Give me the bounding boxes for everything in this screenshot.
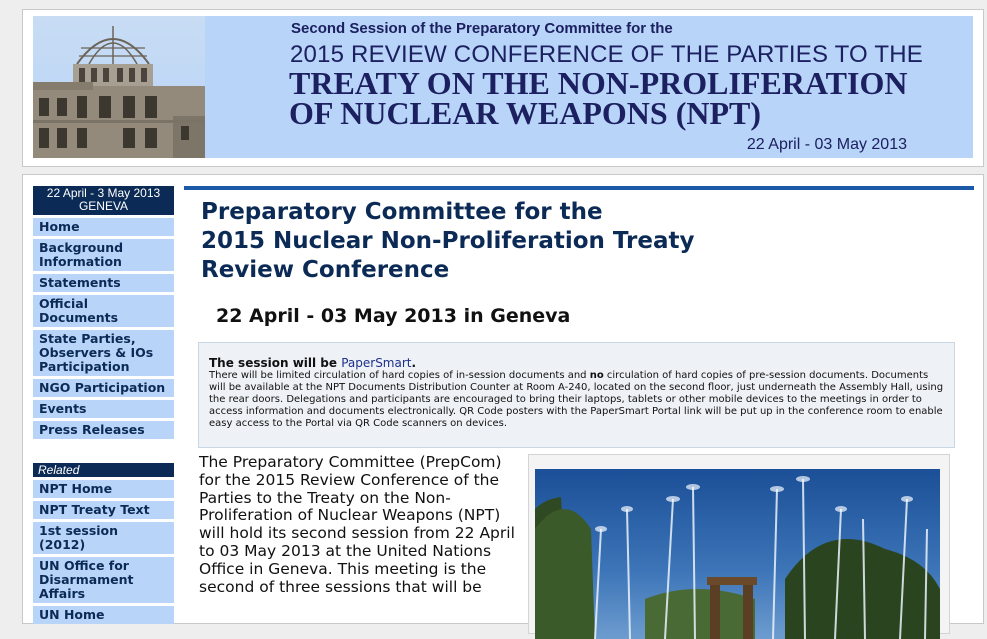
papersmart-link[interactable]: PaperSmart bbox=[341, 356, 412, 370]
page-title bbox=[201, 198, 974, 285]
page-title-line-3: Review Conference bbox=[201, 257, 450, 283]
notice-heading-prefix: The session will be bbox=[209, 356, 342, 370]
sidebar-location: GENEVA bbox=[78, 199, 129, 213]
content-top-rule bbox=[184, 186, 974, 190]
sidebar-item-events[interactable]: Events bbox=[33, 400, 174, 418]
intro-paragraph: The Preparatory Committee (PrepCom) for the 2015 Review Conference of the Parties to the Treaty on the Non-Proliferation of Nuclear Weapons (NPT) will hold its second session from 22 April to 03 May 2013 at the United Nations Office in Geneva. This meeting is the second of three sessions that will be bbox=[199, 453, 515, 596]
photo-frame bbox=[528, 454, 950, 634]
sidebar-item-ngo[interactable]: NGO Participation bbox=[33, 379, 174, 397]
banner bbox=[33, 16, 973, 158]
page-subtitle: 22 April - 03 May 2013 in Geneva bbox=[216, 305, 571, 327]
sidebar-item-statements[interactable]: Statements bbox=[33, 274, 174, 292]
papersmart-notice bbox=[198, 342, 955, 448]
sidebar-item-background[interactable]: Background Information bbox=[33, 239, 174, 271]
banner-treaty-line-a: TREATY ON THE NON-PROLIFERATION bbox=[289, 65, 908, 101]
related-item-first-session[interactable]: 1st session (2012) bbox=[33, 522, 174, 554]
hiroshima-dome-icon bbox=[33, 16, 205, 158]
page-title-line-2: 2015 Nuclear Non-Proliferation Treaty bbox=[201, 228, 695, 254]
notice-body bbox=[209, 370, 944, 430]
banner-treaty-title bbox=[289, 65, 908, 131]
sidebar-item-home[interactable]: Home bbox=[33, 218, 174, 236]
banner-session-line: Second Session of the Preparatory Committee for the bbox=[291, 20, 673, 37]
related-item-un-home[interactable]: UN Home bbox=[33, 606, 174, 624]
related-item-unoda[interactable]: UN Office for Disarmament Affairs bbox=[33, 557, 174, 603]
related-item-npt-treaty-text[interactable]: NPT Treaty Text bbox=[33, 501, 174, 519]
sidebar bbox=[33, 186, 174, 627]
sidebar-date-box bbox=[33, 186, 174, 215]
related-item-npt-home[interactable]: NPT Home bbox=[33, 480, 174, 498]
main-frame bbox=[22, 174, 984, 624]
sidebar-related-heading: Related bbox=[33, 463, 174, 477]
banner-treaty-line-b: OF NUCLEAR WEAPONS (NPT) bbox=[289, 95, 762, 131]
page-title-line-1: Preparatory Committee for the bbox=[201, 199, 603, 225]
notice-body-part-1: There will be limited circulation of hard copies of in-session documents and bbox=[209, 370, 590, 381]
content-area bbox=[184, 186, 974, 626]
sidebar-item-press-releases[interactable]: Press Releases bbox=[33, 421, 174, 439]
banner-frame bbox=[22, 9, 984, 167]
sidebar-item-participation[interactable]: State Parties, Observers & IOs Participation bbox=[33, 330, 174, 376]
banner-date: 22 April - 03 May 2013 bbox=[746, 136, 907, 153]
notice-body-emphasis: no bbox=[589, 370, 604, 381]
geneva-fountains-photo bbox=[535, 469, 940, 639]
sidebar-date: 22 April - 3 May 2013 bbox=[46, 186, 161, 200]
sidebar-item-official-documents[interactable]: Official Documents bbox=[33, 295, 174, 327]
notice-heading bbox=[209, 356, 944, 370]
banner-conference-line: 2015 REVIEW CONFERENCE OF THE PARTIES TO THE bbox=[290, 41, 923, 68]
notice-body-part-2: circulation of hard copies of pre-session documents. Documents will be available at the NPT Documents Distribution Counter at Room A-240, located on the second floor, just underneath the Assembly Hall, using the rear doors. Delegations and participants are encouraged to bring their laptops, tablets or other mobile devices to the meetings in order to access information and documents electronically. QR Code posters with the PaperSmart Portal link will be put up in the conference room to enable easy access to the Portal via QR Code scanners on devices. bbox=[209, 370, 944, 429]
notice-heading-suffix: . bbox=[411, 356, 417, 370]
